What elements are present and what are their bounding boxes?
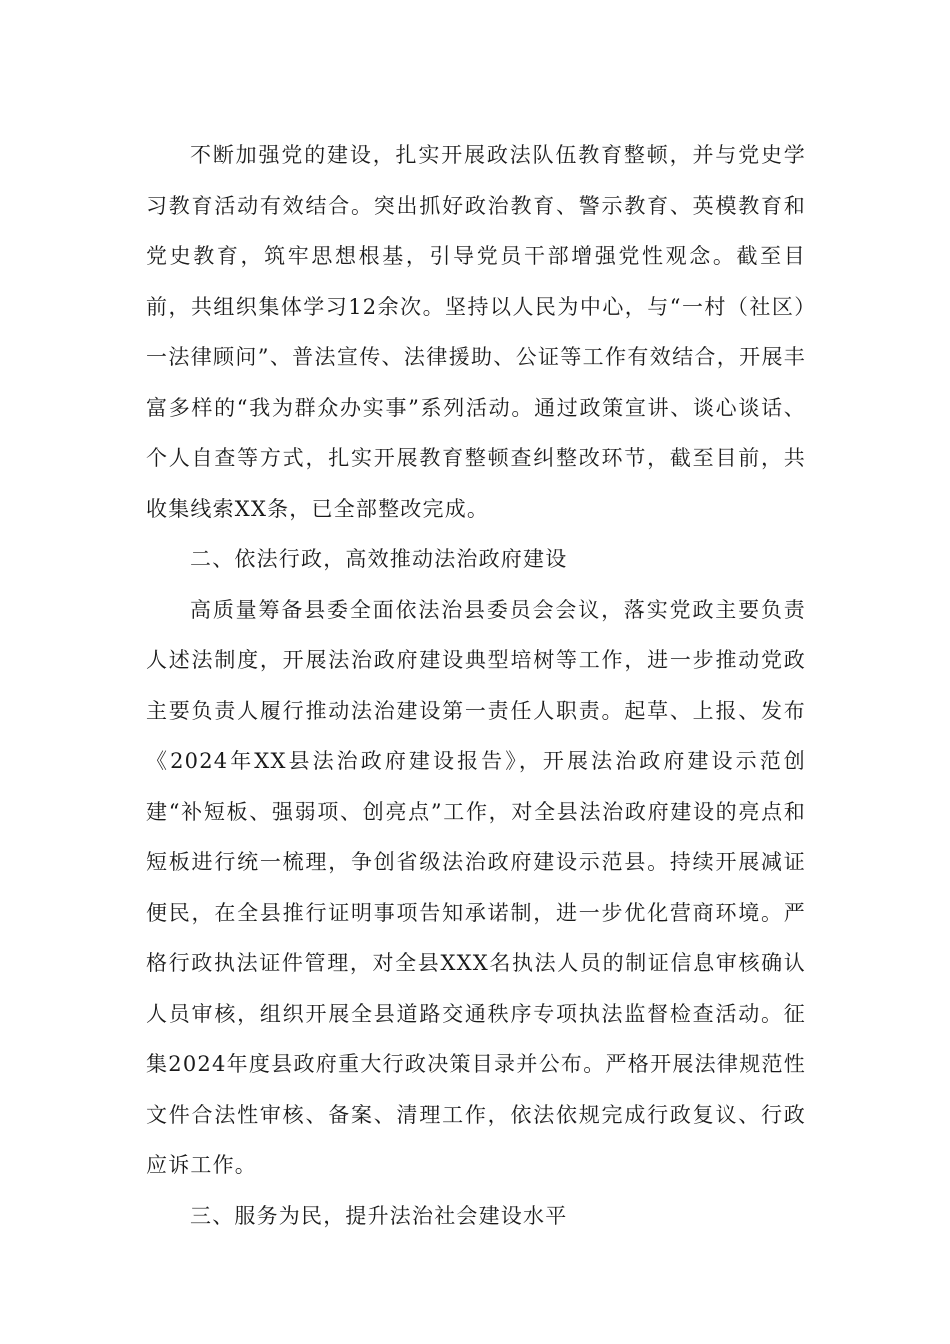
section-heading-serve-people: 三、服务为民，提升法治社会建设水平 (190, 1203, 568, 1228)
section-heading-law-based-administration: 二、依法行政，高效推动法治政府建设 (190, 547, 568, 571)
paragraph-law-based-government: 高质量筹备县委全面依法治县委员会会议，落实党政主要负责人述法制度，开展法治政府建设典型培树等工作，进一步推动党政主要负责人履行推动法治建设第一责任人职责。起草、上报、发布《2024年XX县法治政府建设报告》，开展法治政府建设示范创建“补短板、强弱项、创亮点”工作，对全县法治政府建设的亮点和短板进行统一梳理，争创省级法治政府建设示范县。持续开展减证便民，在全县推行证明事项告知承诺制，进一步优化营商环境。严格行政执法证件管理，对全县XXX名执法人员的制证信息审核确认人员审核，组织开展全县道路交通秩序专项执法监督检查活动。征集2024年度县政府重大行政决策目录并公布。严格开展法律规范性文件合法性审核、备案、清理工作，依法依规完成行政复议、行政应诉工作。 (146, 597, 806, 1177)
paragraph-party-building: 不断加强党的建设，扎实开展政法队伍教育整顿，并与党史学习教育活动有效结合。突出抓好政治教育、警示教育、英模教育和党史教育，筑牢思想根基，引导党员干部增强党性观念。截至目前，共组织集体学习12余次。坚持以人民为中心，与“一村（社区）一法律顾问”、普法宣传、法律援助、公证等工作有效结合，开展丰富多样的“我为群众办实事”系列活动。通过政策宣讲、谈心谈话、个人自查等方式，扎实开展教育整顿查纠整改环节，截至目前，共收集线索XX条，已全部整改完成。 (146, 143, 806, 521)
document-body (146, 130, 806, 1241)
